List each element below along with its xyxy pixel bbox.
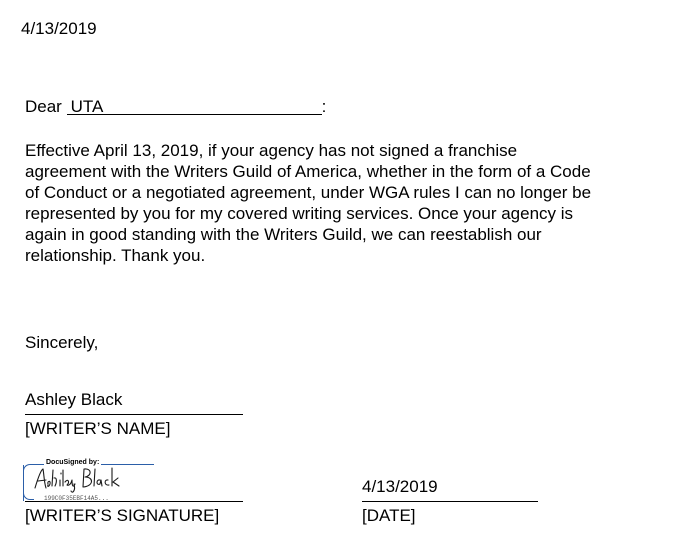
signature-line [25, 501, 243, 502]
date-line [362, 501, 538, 502]
signed-date: 4/13/2019 [362, 477, 438, 496]
writer-name-value: Ashley Black [25, 390, 123, 409]
agency-underline [67, 114, 322, 115]
agency-field [67, 96, 322, 117]
writer-name-line [25, 414, 243, 415]
body-line: represented by you for my covered writing services. Once your agency is [25, 204, 574, 223]
closing: Sincerely, [25, 333, 99, 352]
docusign-label: DocuSigned by: [46, 459, 100, 466]
writer-name-label: [WRITER’S NAME] [25, 419, 171, 438]
letter-body [25, 140, 665, 266]
handwritten-signature [32, 464, 132, 494]
body-line: Effective April 13, 2019, if your agency has not signed a franchise [25, 141, 518, 160]
salutation [25, 96, 326, 117]
salutation-dear: Dear [25, 97, 62, 116]
body-line: agreement with the Writers Guild of America, whether in the form of a Code [25, 162, 591, 181]
envelope-id: 199C0F35EBF14A5... [44, 495, 109, 502]
signature-label: [WRITER’S SIGNATURE] [25, 506, 220, 525]
letter-date: 4/13/2019 [21, 19, 97, 38]
body-line: relationship. Thank you. [25, 246, 206, 265]
date-label: [DATE] [362, 506, 416, 525]
body-line: of Conduct or a negotiated agreement, under WGA rules I can no longer be [25, 183, 592, 202]
agency-name: UTA [70, 97, 104, 116]
salutation-colon: : [321, 97, 327, 116]
body-line: again in good standing with the Writers Guild, we can reestablish our [25, 225, 542, 244]
